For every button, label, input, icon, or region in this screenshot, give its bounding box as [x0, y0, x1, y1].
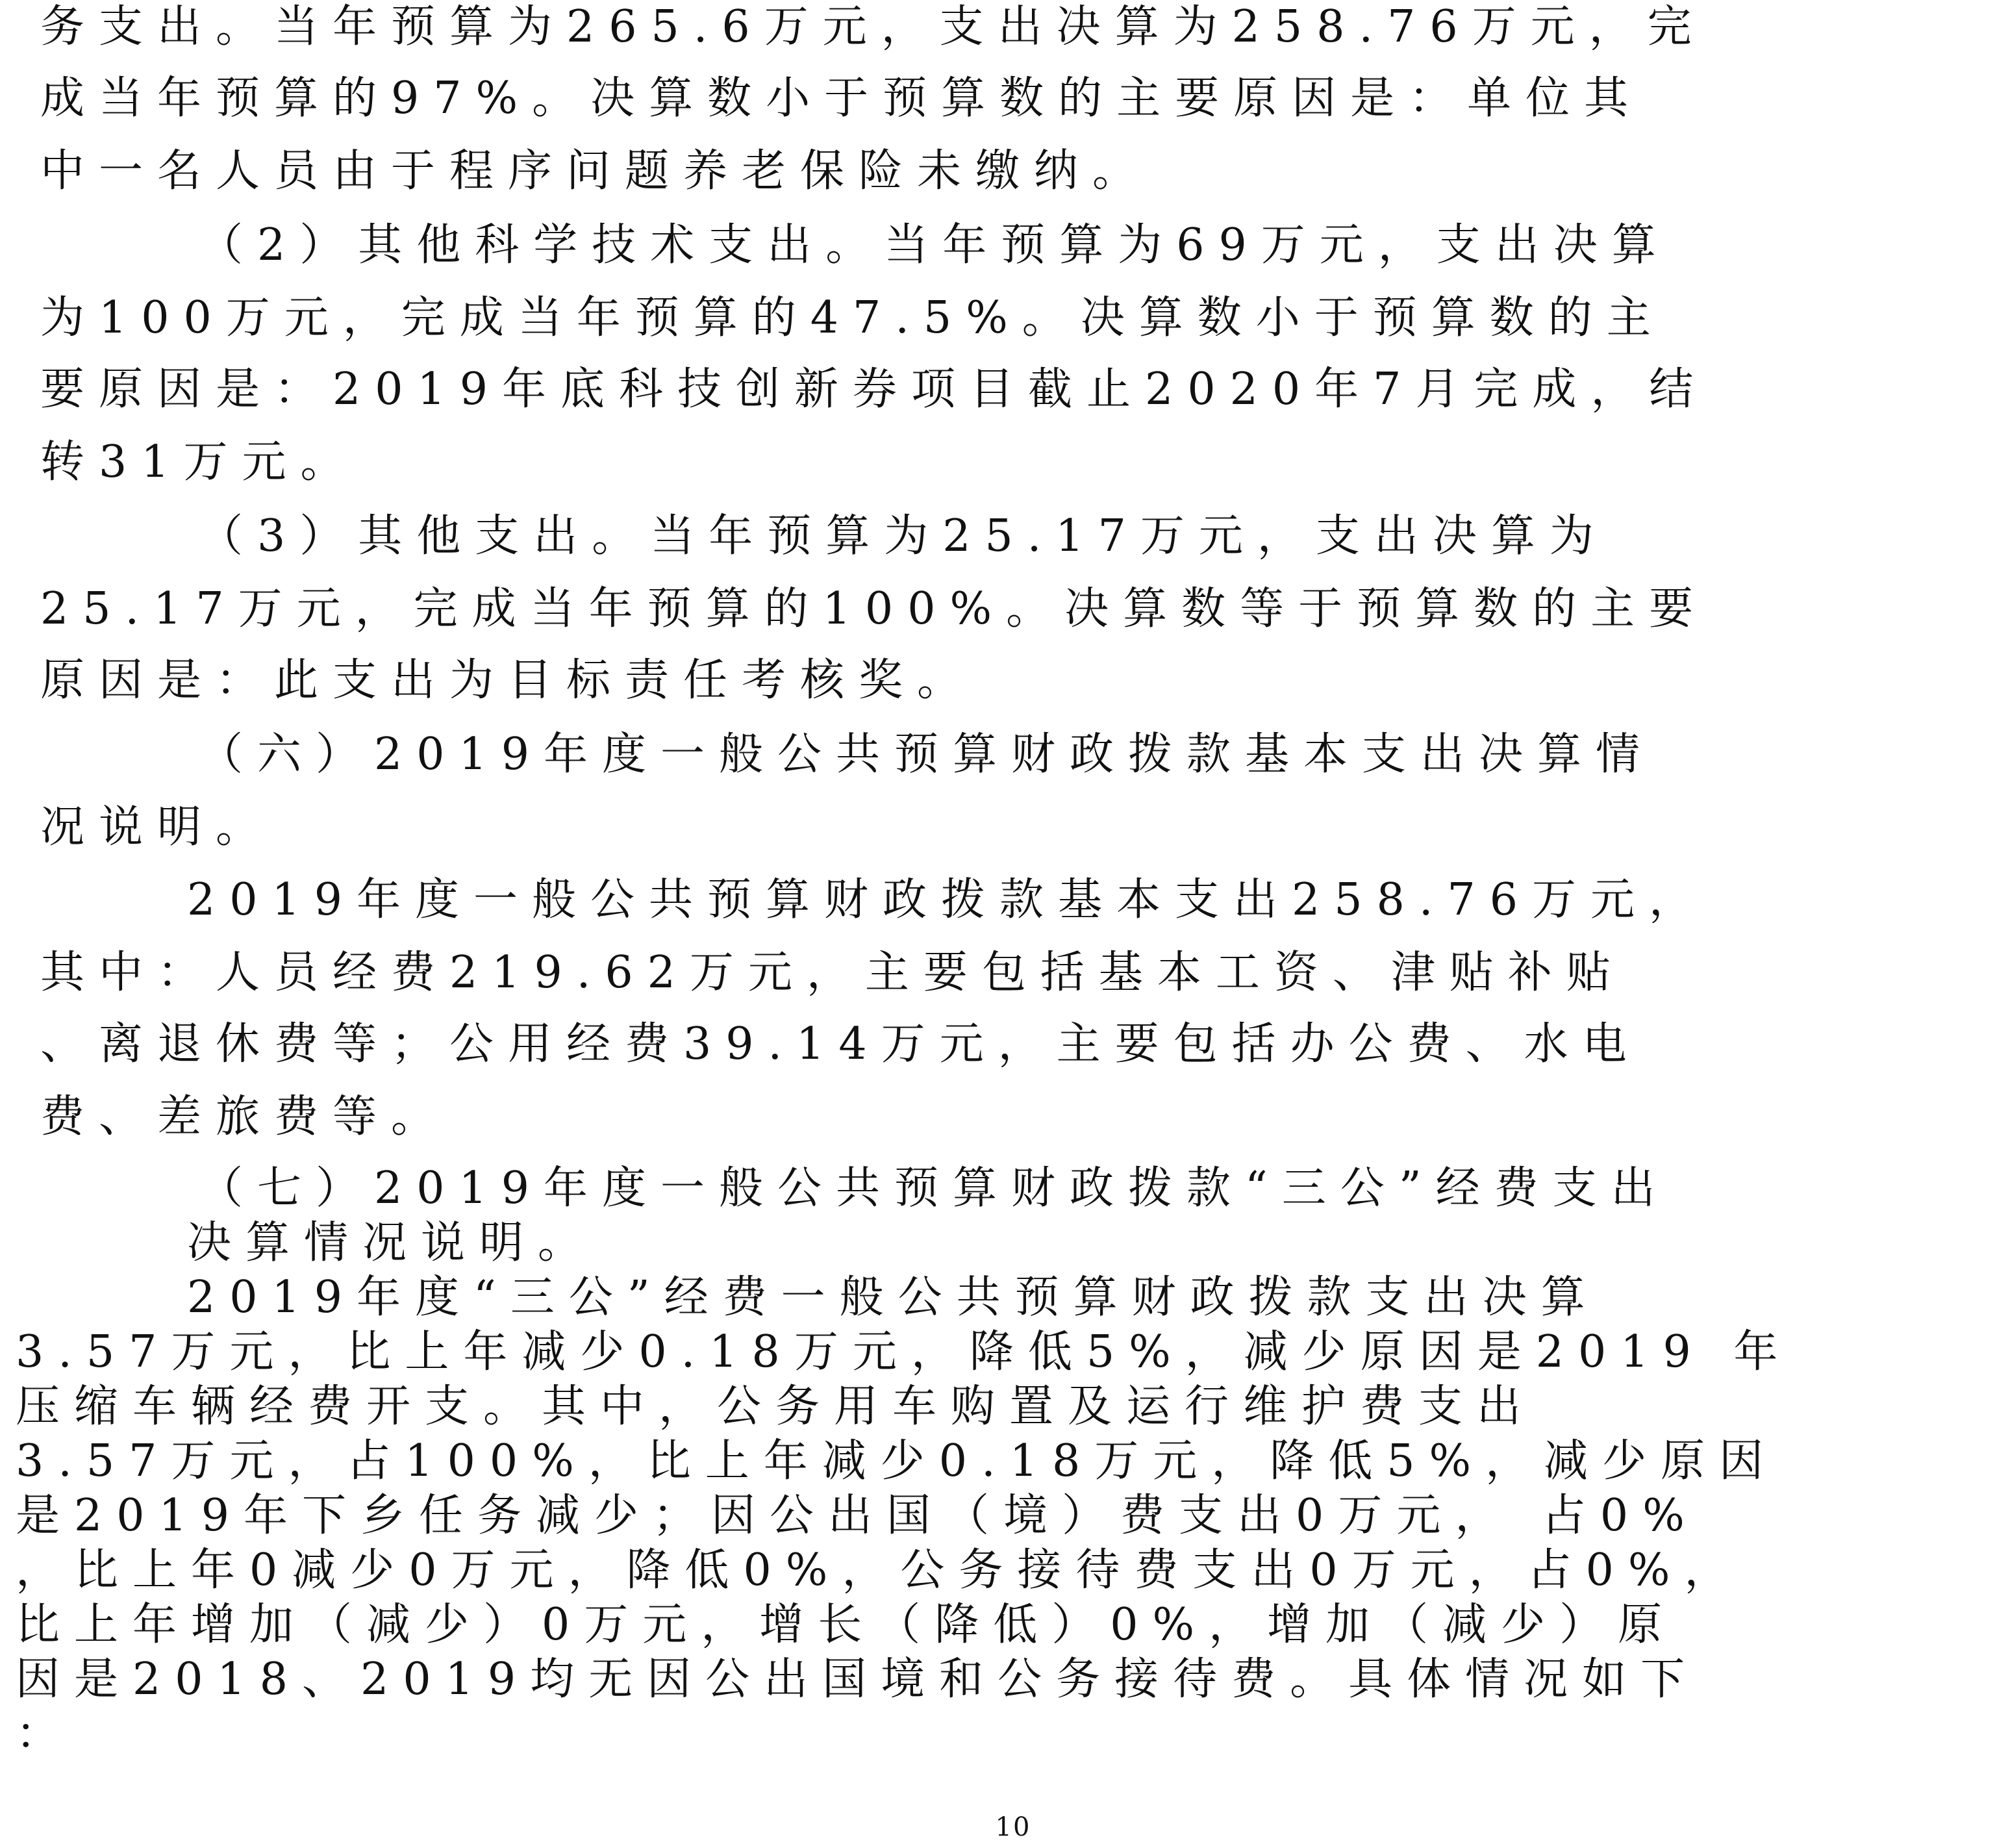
- text-line-12: 其中：人员经费219.62万元，主要包括基本工资、津贴补贴: [40, 947, 1625, 998]
- text-line-19: 是2019年下乡任务减少；因公出国（境）费支出0万元， 占0%: [16, 1490, 1699, 1541]
- section-heading-7: （七）2019年度一般公共预算财政拨款“三公”经费支出: [199, 1163, 1670, 1214]
- text-line-2: 成当年预算的97%。决算数小于预算数的主要原因是：单位其: [40, 73, 1643, 124]
- text-line-5: 为100万元，完成当年预算的47.5%。决算数小于预算数的主: [40, 292, 1665, 344]
- text-line-21: 比上年增加（减少）0万元，增长（降低）0%，增加（减少）原: [16, 1599, 1677, 1651]
- text-line-10: 原因是：此支出为目标责任考核奖。: [40, 655, 976, 706]
- text-line-17: 压缩车辆经费开支。其中，公务用车购置及运行维护费支出: [16, 1381, 1536, 1432]
- text-line-18: 3.57万元，占100%，比上年减少0.18万元，降低5%，减少原因: [16, 1436, 1778, 1487]
- text-line-13: 、离退休费等；公用经费39.14万元，主要包括办公费、水电: [40, 1019, 1641, 1070]
- text-line-4: （2）其他科学技术支出。当年预算为69万元，支出决算: [199, 220, 1670, 271]
- text-line-20: ，比上年0减少0万元，降低0%，公务接待费支出0万元，占0%，: [16, 1545, 1743, 1596]
- text-line-16: 3.57万元，比上年减少0.18万元，降低5%，减少原因是2019 年: [16, 1326, 1792, 1378]
- page-number: 10: [995, 1812, 1031, 1842]
- text-line-23: ：: [16, 1708, 75, 1760]
- text-line-14: 费、差旅费等。: [40, 1091, 450, 1143]
- text-line-6: 要原因是：2019年底科技创新券项目截止2020年7月完成，结: [40, 364, 1708, 415]
- text-line-15: 2019年度“三公”经费一般公共预算财政拨款支出决算: [187, 1272, 1600, 1323]
- text-line-22: 因是2018、2019均无因公出国境和公务接待费。具体情况如下: [16, 1654, 1700, 1705]
- section-heading-6-continued: 况说明。: [40, 802, 275, 853]
- text-line-9: 25.17万元，完成当年预算的100%。决算数等于预算数的主要: [40, 583, 1708, 635]
- text-line-3: 中一名人员由于程序问题养老保险未缴纳。: [40, 146, 1151, 197]
- section-heading-7-continued: 决算情况说明。: [187, 1217, 597, 1269]
- text-line-8: （3）其他支出。当年预算为25.17万元，支出决算为: [199, 511, 1608, 562]
- text-line-11: 2019年度一般公共预算财政拨款基本支出258.76万元，: [187, 874, 1707, 926]
- text-line-1: 务支出。当年预算为265.6万元，支出决算为258.76万元，完: [40, 1, 1706, 53]
- section-heading-6: （六）2019年度一般公共预算财政拨款基本支出决算情: [199, 729, 1655, 780]
- text-line-7: 转31万元。: [40, 437, 359, 488]
